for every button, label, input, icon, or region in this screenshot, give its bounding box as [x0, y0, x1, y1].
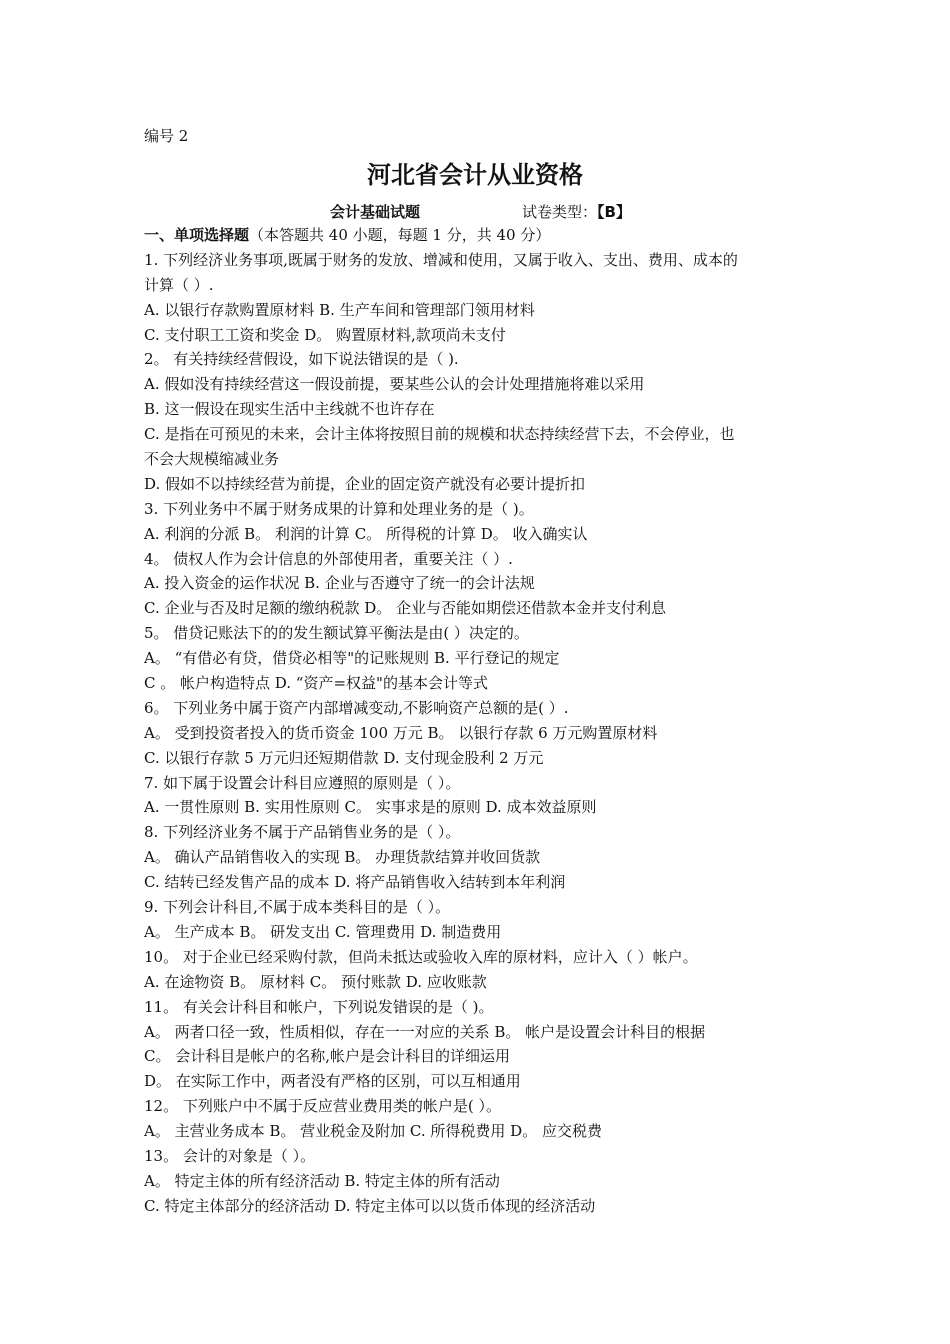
paper-type: [522, 201, 631, 223]
question-line: 2。 有关持续经营假设，如下说法错误的是（ ).: [144, 350, 459, 369]
question-line: C 。 帐户构造特点 D. “资产=权益"的基本会计等式: [144, 674, 488, 693]
paper-type-label: 试卷类型：: [522, 203, 598, 221]
subtitle-row: [0, 201, 950, 223]
question-line: D. 假如不以持续经营为前提，企业的固定资产就没有必要计提折扣: [144, 474, 586, 493]
question-line: 计算（ ）.: [144, 275, 214, 294]
question-body: [144, 223, 814, 1219]
question-line: A。 确认产品销售收入的实现 B。 办理货款结算并收回货款: [144, 848, 541, 867]
question-line: 1. 下列经济业务事项,既属于财务的发放、增减和使用，又属于收入、支出、费用、成本的: [144, 250, 738, 269]
question-line: A。 受到投资者投入的货币资金 100 万元 B。 以银行存款 6 万元购置原材料: [144, 723, 658, 742]
question-line: C. 以银行存款 5 万元归还短期借款 D. 支付现金股利 2 万元: [144, 748, 544, 767]
question-lines: [144, 248, 814, 1219]
question-line: A. 投入资金的运作状况 B. 企业与否遵守了统一的会计法规: [144, 574, 535, 593]
question-line: A。 主营业务成本 B。 营业税金及附加 C. 所得税费用 D。 应交税费: [144, 1122, 602, 1141]
question-line: C. 是指在可预见的未来，会计主体将按照目前的规模和状态持续经营下去，不会停业，也: [144, 425, 735, 444]
question-line: 不会大规模缩减业务: [144, 450, 280, 469]
question-line: A。 生产成本 B。 研发支出 C. 管理费用 D. 制造费用: [144, 922, 502, 941]
question-line: 4。 债权人作为会计信息的外部使用者，重要关注（ ）.: [144, 549, 513, 568]
question-line: A。 特定主体的所有经济活动 B. 特定主体的所有活动: [144, 1171, 500, 1190]
question-line: 8. 下列经济业务不属于产品销售业务的是（ ）。: [144, 823, 461, 842]
section-heading-title: 一、单项选择题: [144, 226, 250, 244]
section-heading-note: （本答题共 40 小题，每题 1 分，共 40 分）: [249, 226, 551, 244]
question-line: 10。 对于企业已经采购付款，但尚未抵达或验收入库的原材料，应计入（ ）帐户。: [144, 947, 698, 966]
question-line: 11。 有关会计科目和帐户，下列说发错误的是（ )。: [144, 997, 494, 1016]
paper-type-value: 【B】: [597, 203, 631, 221]
question-line: C. 企业与否及时足额的缴纳税款 D。 企业与否能如期偿还借款本金并支付利息: [144, 599, 667, 618]
question-line: A. 在途物资 B。 原材料 C。 预付账款 D. 应收账款: [144, 972, 487, 991]
question-line: 5。 借贷记账法下的的发生额试算平衡法是由( ）决定的。: [144, 624, 529, 643]
question-line: A. 假如没有持续经营这一假设前提，要某些公认的会计处理措施将难以采用: [144, 375, 645, 394]
question-line: C. 结转已经发售产品的成本 D. 将产品销售收入结转到本年利润: [144, 873, 566, 892]
question-line: 3. 下列业务中不属于财务成果的计算和处理业务的是（ )。: [144, 499, 534, 518]
question-line: A. 以银行存款购置原材料 B. 生产车间和管理部门领用材料: [144, 300, 535, 319]
question-line: A. 利润的分派 B。 利润的计算 C。 所得税的计算 D。 收入确实认: [144, 524, 588, 543]
question-line: A。 “有借必有贷，借贷必相等"的记账规则 B. 平行登记的规定: [144, 649, 560, 668]
question-line: C. 特定主体部分的经济活动 D. 特定主体可以以货币体现的经济活动: [144, 1196, 596, 1215]
question-line: A. 一贯性原则 B. 实用性原则 C。 实事求是的原则 D. 成本效益原则: [144, 798, 597, 817]
question-line: 6。 下列业务中属于资产内部增减变动,不影响资产总额的是( ）.: [144, 698, 569, 717]
question-line: C。 会计科目是帐户的名称,帐户是会计科目的详细运用: [144, 1047, 511, 1066]
question-line: 12。 下列账户中不属于反应营业费用类的帐户是( ）。: [144, 1097, 501, 1116]
section-heading: [144, 223, 814, 248]
document-serial-number: 编号 2: [144, 127, 189, 145]
question-line: 7. 如下属于设置会计科目应遵照的原则是（ ）。: [144, 773, 461, 792]
question-line: B. 这一假设在现实生活中主线就不也许存在: [144, 400, 435, 419]
question-line: A。 两者口径一致，性质相似，存在一一对应的关系 B。 帐户是设置会计科目的根据: [144, 1022, 706, 1041]
question-line: C. 支付职工工资和奖金 D。 购置原材料,款项尚未支付: [144, 325, 506, 344]
question-line: 9. 下列会计科目,不属于成本类科目的是（ ）。: [144, 898, 451, 917]
document-title: 河北省会计从业资格: [367, 161, 583, 189]
question-line: D。 在实际工作中，两者没有严格的区别，可以互相通用: [144, 1072, 521, 1091]
exam-subtitle: 会计基础试题: [330, 203, 421, 221]
question-line: 13。 会计的对象是（ ）。: [144, 1146, 316, 1165]
